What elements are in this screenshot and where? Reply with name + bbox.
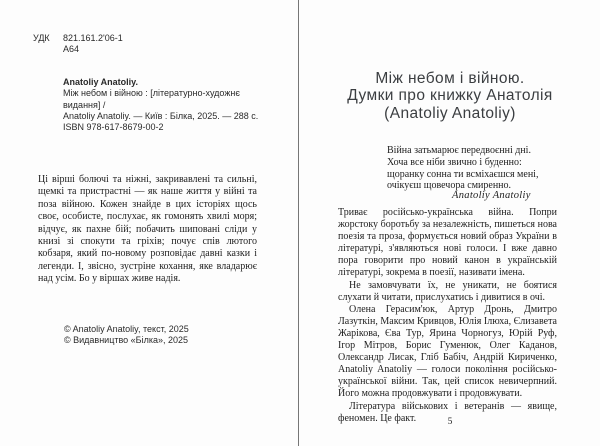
udk-number: 821.161.2'06-1 bbox=[63, 33, 123, 43]
page-spine-divider bbox=[298, 0, 299, 446]
bibliographic-line: Anatoliy Anatoliy. — Київ : Білка, 2025. — 288 с. bbox=[63, 110, 259, 121]
body-paragraph: Не замовчувати їх, не уникати, не боятися слухати й читати, прислухатись і дивитися в очі. bbox=[338, 279, 557, 303]
epigraph-line: очікуєш щовечора смиренно. bbox=[387, 180, 512, 192]
author-sign: А64 bbox=[63, 44, 80, 55]
udk-label: УДК bbox=[33, 33, 50, 43]
chapter-title-line: Думки про книжку Анатолія bbox=[347, 87, 553, 105]
epigraph-verse bbox=[387, 145, 567, 192]
book-annotation: Ці вірші болючі та ніжні, закривавлені та сильні, щемкі та пристрастні — як наше життя у війні та поза війною. Кожен знайде в цих історіях щось своє, особисте, послухає, як гомонять хвилі моря; відчує, як пахне бій; побачить шиповані сліди у книзі зі спокути та гріхів; почує спів лютого кобзаря, який по-новому розповідає давні казки і легенди. І, звісно, зустріне кохання, яке владарює над усім. Бо у віршах живе надія. bbox=[38, 174, 257, 285]
bibliographic-line: Між небом і війною : [літературно-художнє видання] / bbox=[63, 88, 240, 110]
copyright-line: © Видавництво «Білка», 2025 bbox=[64, 335, 188, 346]
chapter-title-line: Між небом і війною. bbox=[375, 70, 525, 87]
epigraph-line: щоранку сонна ти всміхаєшся мені, bbox=[387, 168, 539, 180]
body-paragraph: Олена Герасим'юк, Артур Дронь, Дмитро Лазуткін, Максим Кривцов, Юлія Ілюха, Єлизавета Жарікова, Єва Тур, Ярина Чорногуз, Юрій Руф, Ігор Мітров, Борис Гуменюк, Олег Каданов, Олександр Лисак, Гліб Бабіч, Андрій Кириченко, Anatoliy Anatoliy — голоси покоління російсько-української війни. Так, цей список невичерпний. Його можна продовжувати і продовжувати. bbox=[338, 303, 557, 400]
epigraph-author: Anatoliy Anatoliy bbox=[452, 190, 531, 201]
bibliographic-record bbox=[63, 77, 273, 133]
epigraph-line: Війна затьмарює передвоєнні дні. bbox=[387, 145, 531, 156]
chapter-title bbox=[300, 70, 600, 122]
body-paragraph: Триває російсько-українська війна. Попри жорстоку боротьбу за незалежність, пишеться нова поезія та проза, формується новий образ України в літературі, з'являються нові голоси. І вже давно пора говорити про новий канон в українській літературі, зокрема в поезії, називати імена. bbox=[338, 207, 557, 279]
udk-classification-block bbox=[33, 33, 123, 56]
epigraph-line: Хоча все ніби звично і буденно: bbox=[387, 156, 522, 168]
udk-spacer bbox=[33, 44, 63, 55]
body-paragraph: Література військових і ветеранів — явище, феномен. Це факт. bbox=[338, 400, 557, 424]
chapter-title-line: (Anatoliy Anatoliy) bbox=[384, 104, 516, 122]
bibliographic-lines bbox=[63, 88, 273, 133]
bibliographic-line: ISBN 978-617-8679-00-2 bbox=[63, 122, 164, 133]
copyright-block bbox=[64, 324, 189, 347]
page-number: 5 bbox=[447, 417, 453, 427]
bibliographic-author: Anatoliy Anatoliy. bbox=[63, 77, 139, 87]
copyright-line: © Anatoliy Anatoliy, текст, 2025 bbox=[64, 324, 189, 334]
body-text bbox=[338, 207, 557, 425]
